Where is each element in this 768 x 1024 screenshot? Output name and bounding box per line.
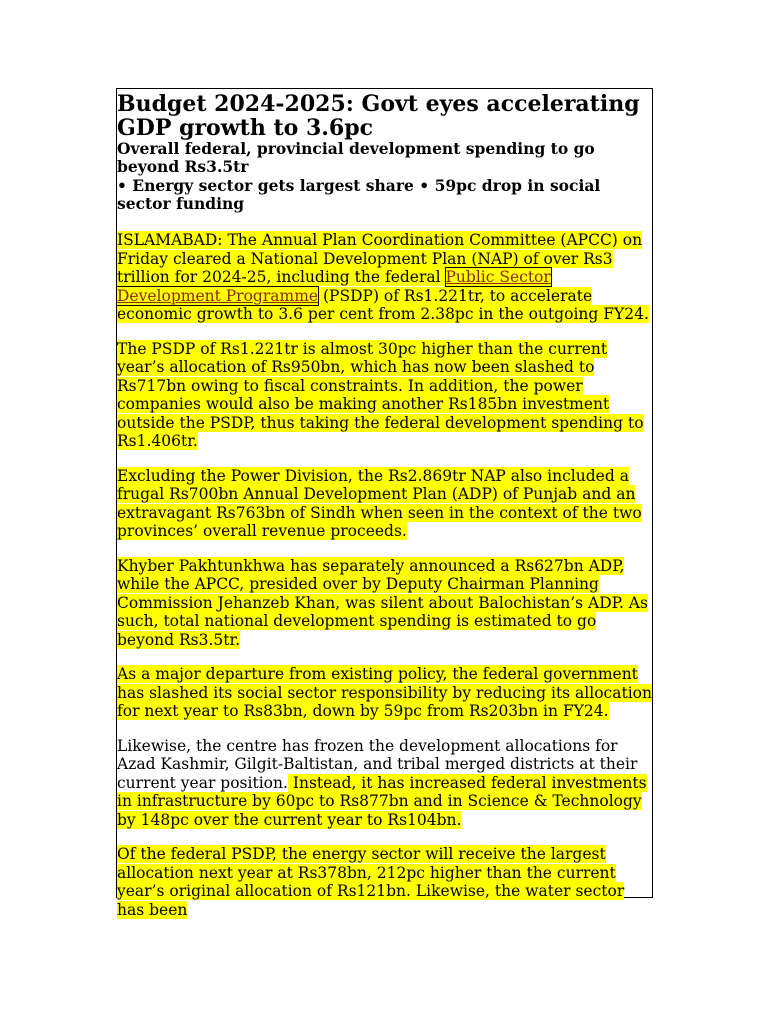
paragraph-4-text: Khyber Pakhtunkhwa has separately announced a Rs627bn ADP, while the APCC, presided over by Deputy Chairman Planning Commission Jehanzeb Khan, was silent about Balochistan’s ADP. As such, total national development spending is estimated to go beyond Rs3.5tr.	[117, 556, 648, 649]
article-subtitle-1: Overall federal, provincial development spending to go beyond Rs3.5tr	[117, 139, 595, 177]
paragraph-4	[117, 557, 652, 650]
paragraph-6	[117, 737, 652, 830]
paragraph-3-text: Excluding the Power Division, the Rs2.869tr NAP also included a frugal Rs700bn Annual Development Plan (ADP) of Punjab and an extravagant Rs763bn of Sindh when seen in the context of the two provinces’ overall revenue proceeds.	[117, 466, 642, 541]
paragraph-6-text-plain: Likewise, the centre has frozen the development allocations for Azad Kashmir, Gilgit-Baltistan, and tribal merged districts at their current year position.	[117, 736, 638, 792]
paragraph-5-text: As a major departure from existing policy, the federal government has slashed its social sector responsibility by reducing its allocation for next year to Rs83bn, down by 59pc from Rs203bn in FY24.	[117, 665, 652, 721]
psdp-link[interactable]: Public Sector Development Programme	[117, 268, 551, 305]
paragraph-2-text: The PSDP of Rs1.221tr is almost 30pc higher than the current year’s allocation of Rs950bn, which has now been slashed to Rs717bn owing to fiscal constraints. In addition, the power companies would also be making another Rs185bn investment outside the PSDP, thus taking the federal development spending to Rs1.406tr.	[117, 339, 644, 451]
paragraph-1-text-a: ISLAMABAD: The Annual Plan Coordination Committee (APCC) on Friday cleared a National Development Plan (NAP) of over Rs3 trillion for 2024-25, including the federal	[117, 231, 643, 287]
paragraph-3	[117, 467, 652, 541]
paragraph-6-text-highlighted: Instead, it has increased federal investments in infrastructure by 60pc to Rs877bn and in Science & Technology by 148pc over the current year to Rs104bn.	[117, 773, 647, 829]
paragraph-2	[117, 340, 652, 451]
paragraph-1	[117, 231, 652, 324]
paragraph-7-text: Of the federal PSDP, the energy sector will receive the largest allocation next year at Rs378bn, 212pc higher than the current year’s original allocation of Rs121bn. Likewise, the water sector has been	[117, 845, 625, 919]
document-page	[116, 88, 653, 919]
paragraph-5	[117, 665, 652, 721]
paragraph-1-text-b: (PSDP) of Rs1.221tr, to accelerate economic growth to 3.6 per cent from 2.38pc in the outgoing FY24.	[117, 286, 649, 324]
article-subtitle-2: • Energy sector gets largest share • 59pc drop in social sector funding	[117, 175, 601, 213]
article-title: Budget 2024-2025: Govt eyes accelerating GDP growth to 3.6pc	[117, 91, 640, 141]
paragraph-7	[117, 845, 652, 919]
